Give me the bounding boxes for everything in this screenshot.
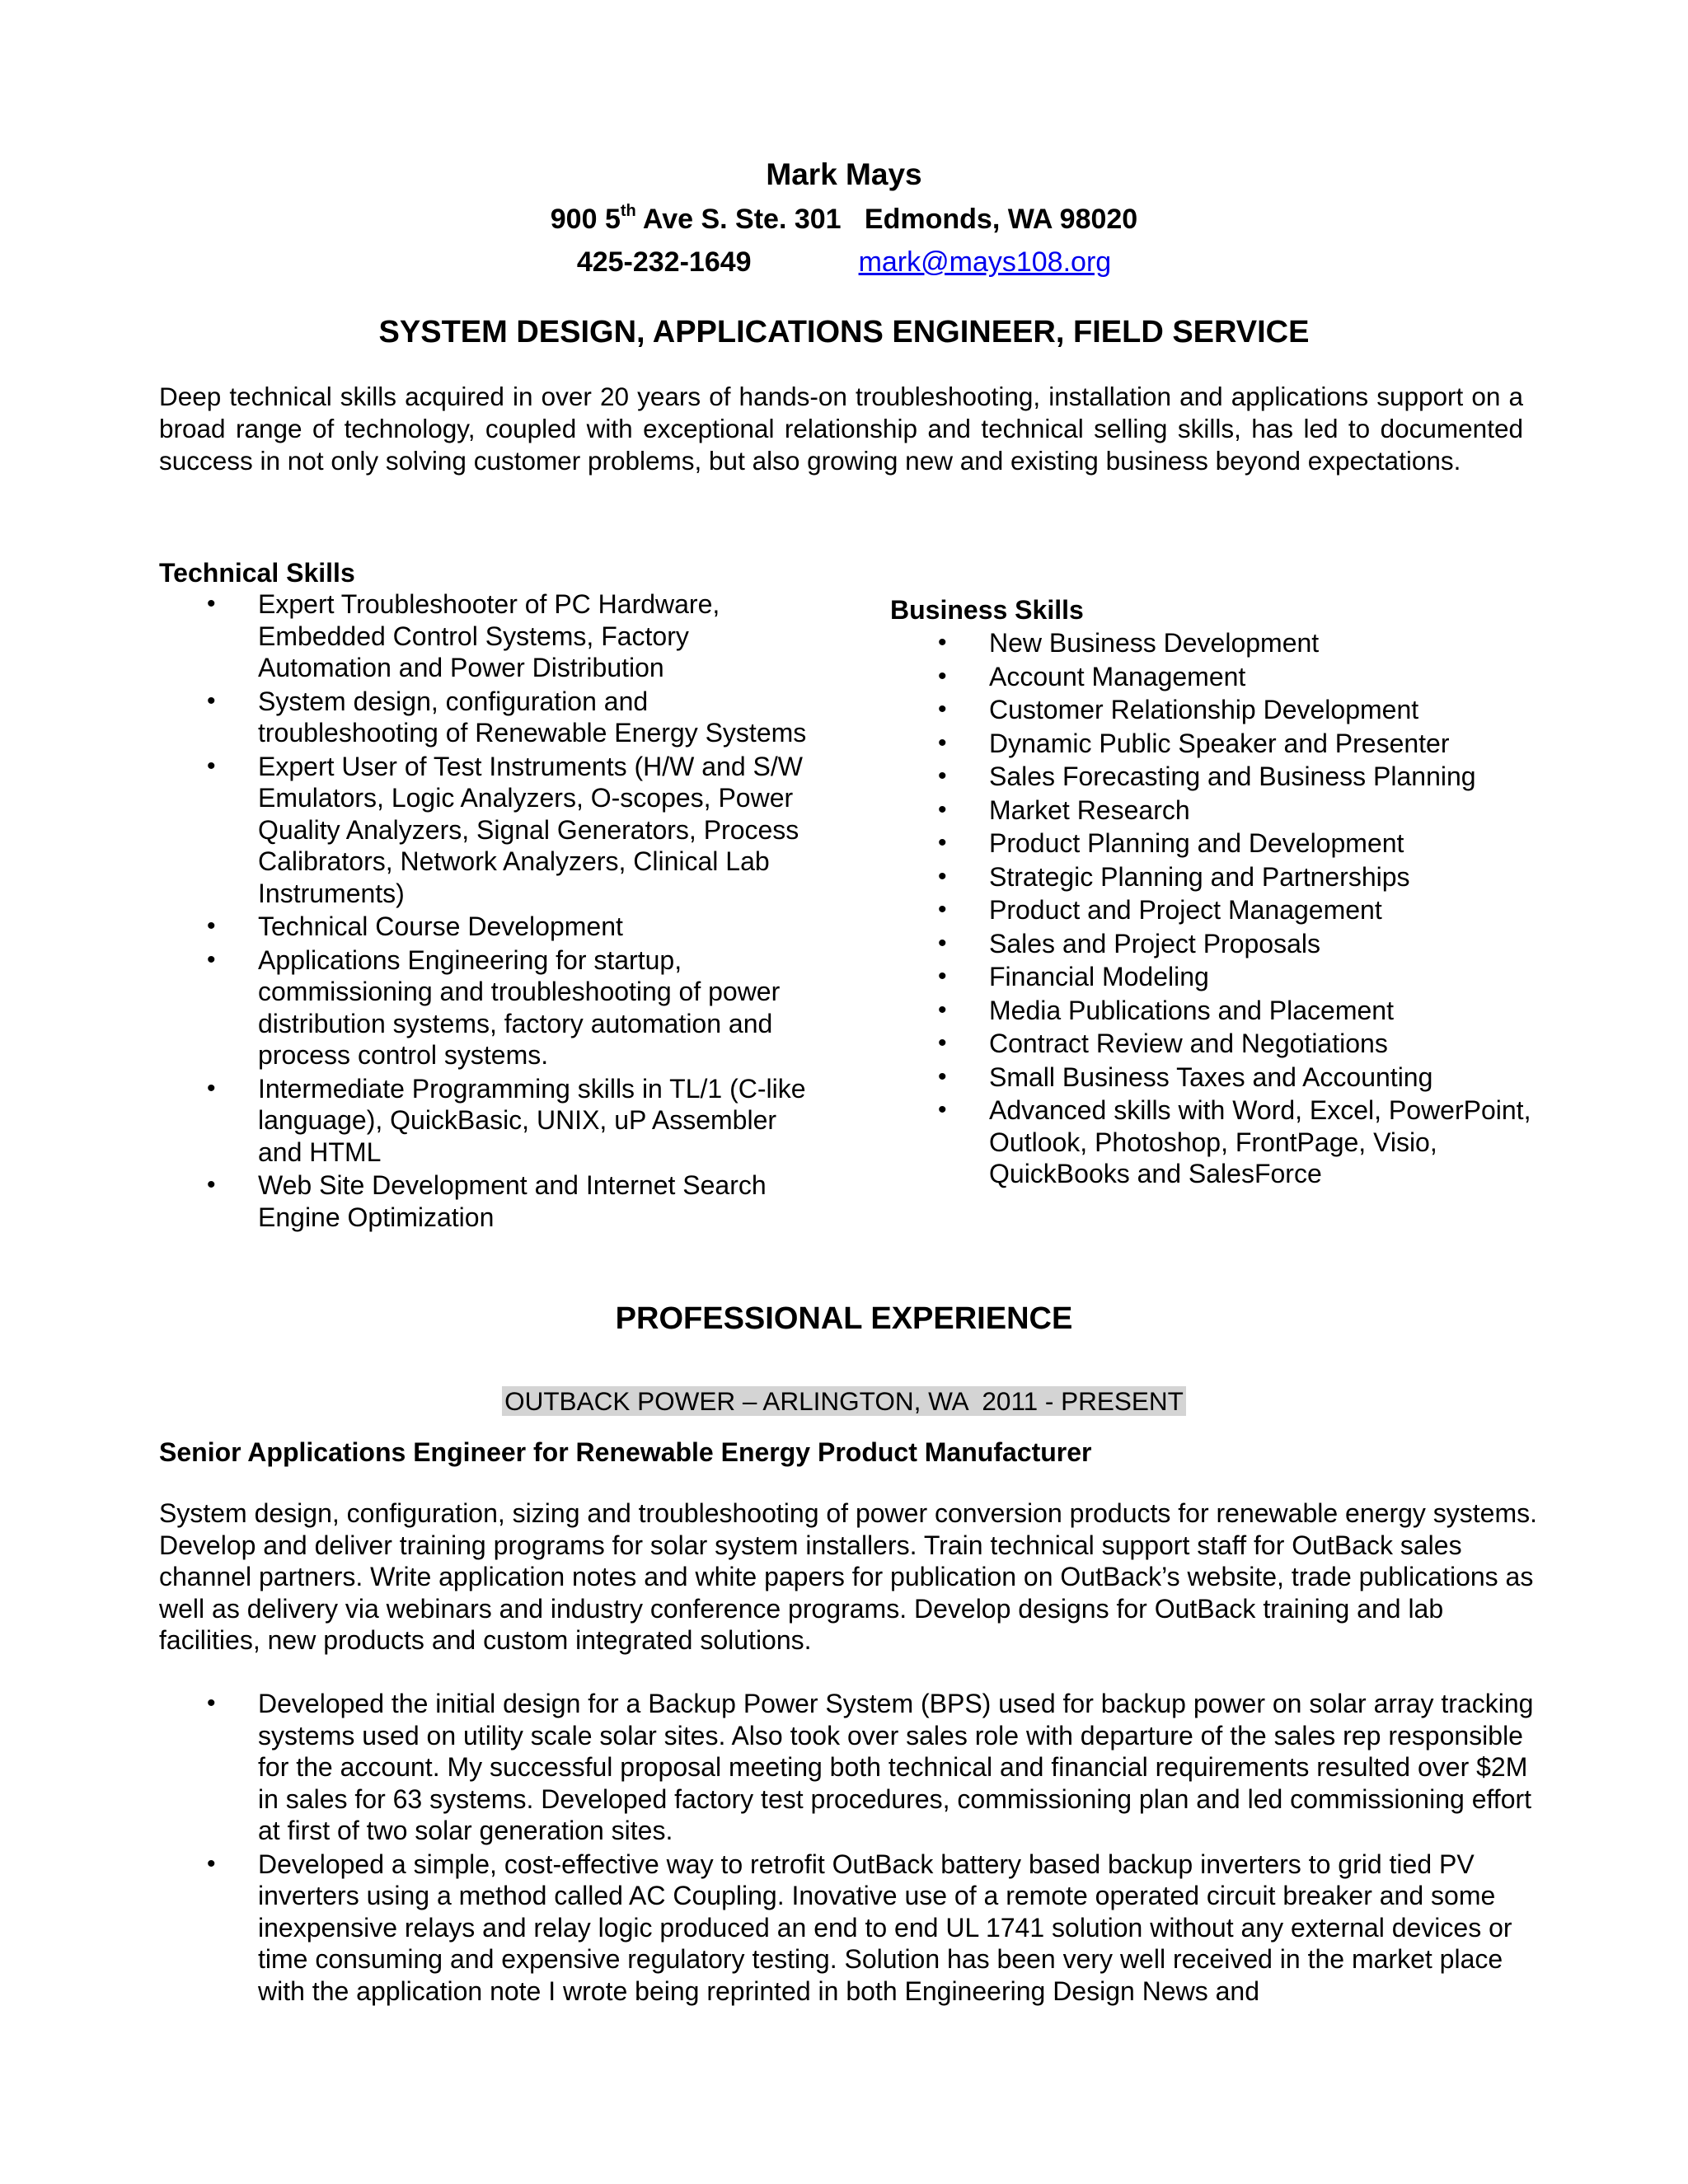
address-line [0,201,1688,237]
business-skills-list [890,627,1533,1192]
list-item: • Web Site Development and Internet Search Engine Optimization [159,1169,818,1233]
list-item: • Expert Troubleshooter of PC Hardware, Embedded Control Systems, Factory Automation and Power Distribution [159,588,818,684]
candidate-name: Mark Mays [766,157,922,191]
achievements-list [159,1688,1544,2008]
list-item: • System design, configuration and troubleshooting of Renewable Energy Systems [159,686,818,749]
list-item: • Contract Review and Negotiations [890,1028,1533,1060]
business-skills-heading: Business Skills [890,595,1084,625]
role-description: System design, configuration, sizing and troubleshooting of power conversion products for renewable energy systems. Develop and deliver training programs for solar system installers. Train technical support staff for OutBack sales channel partners. Write application notes and white papers for publication on OutBack’s website, trade publications as well as delivery via webinars and industry conference programs. Develop designs for OutBack training and lab facilities, new products and custom integrated solutions. [159,1498,1538,1655]
list-item: • Financial Modeling [890,961,1533,993]
address-rest: Ave S. Ste. 301 Edmonds, WA 98020 [635,204,1138,235]
address-number: 900 5 [550,204,621,235]
company-name: OUTBACK POWER – ARLINGTON, WA 2011 - PRESENT [502,1386,1186,1416]
role-title: Senior Applications Engineer for Renewable Energy Product Manufacturer [159,1437,1092,1467]
list-item: • Developed a simple, cost-effective way to retrofit OutBack battery based backup inverters to grid tied PV inverters using a method called AC Coupling. Inovative use of a remote operated circuit breaker and some inexpensive relays and relay logic produced an end to end UL 1741 solution without any external devices or time consuming and expensive regulatory testing. Solution has been very well received in the market place with the application note I wrote being reprinted in both Engineering Design News and [159,1849,1544,2008]
list-item: • Intermediate Programming skills in TL/1 (C-like language), QuickBasic, UNIX, uP Assembler and HTML [159,1073,818,1169]
list-item: • Product Planning and Development [890,827,1533,860]
list-item: • Media Publications and Placement [890,995,1533,1027]
list-item: • Customer Relationship Development [890,694,1533,726]
experience-heading: PROFESSIONAL EXPERIENCE [615,1301,1073,1336]
list-item: • Sales Forecasting and Business Planning [890,761,1533,793]
email-link[interactable]: mark@mays108.org [858,246,1112,278]
list-item: • Advanced skills with Word, Excel, PowerPoint, Outlook, Photoshop, FrontPage, Visio, QuickBooks and SalesForce [890,1094,1533,1190]
list-item: • Applications Engineering for startup, commissioning and troubleshooting of power distribution systems, factory automation and process control systems. [159,944,818,1071]
list-item: • Strategic Planning and Partnerships [890,861,1533,893]
phone-number: 425-232-1649 [576,246,752,278]
address-ordinal: th [620,202,636,220]
company-line [0,1385,1688,1418]
contact-line [0,244,1688,280]
list-item: • Technical Course Development [159,911,818,943]
list-item: • Dynamic Public Speaker and Presenter [890,728,1533,760]
headline: SYSTEM DESIGN, APPLICATIONS ENGINEER, FIELD SERVICE [378,315,1310,349]
list-item: • Account Management [890,661,1533,693]
summary-paragraph: Deep technical skills acquired in over 20 years of hands-on troubleshooting, installation and applications support on a broad range of technology, coupled with exceptional relationship and technical selling skills, has led to documented success in not only solving customer problems, but also growing new and existing business beyond expectations. [159,382,1523,476]
technical-skills-heading: Technical Skills [159,558,355,588]
list-item: • Market Research [890,794,1533,827]
list-item: • Small Business Taxes and Accounting [890,1062,1533,1094]
list-item: • Developed the initial design for a Backup Power System (BPS) used for backup power on solar array tracking systems used on utility scale solar sites. Also took over sales role with departure of the sales rep responsible for the account. My successful proposal meeting both technical and financial requirements resulted over $2M in sales for 63 systems. Developed factory test procedures, commissioning plan and led commissioning effort at first of two solar generation sites. [159,1688,1544,1847]
list-item: • Product and Project Management [890,894,1533,926]
list-item: • New Business Development [890,627,1533,659]
list-item: • Expert User of Test Instruments (H/W and S/W Emulators, Logic Analyzers, O-scopes, Power Quality Analyzers, Signal Generators, Process Calibrators, Network Analyzers, Clinical Lab Instruments) [159,751,818,910]
list-item: • Sales and Project Proposals [890,928,1533,960]
technical-skills-list [159,588,818,1235]
